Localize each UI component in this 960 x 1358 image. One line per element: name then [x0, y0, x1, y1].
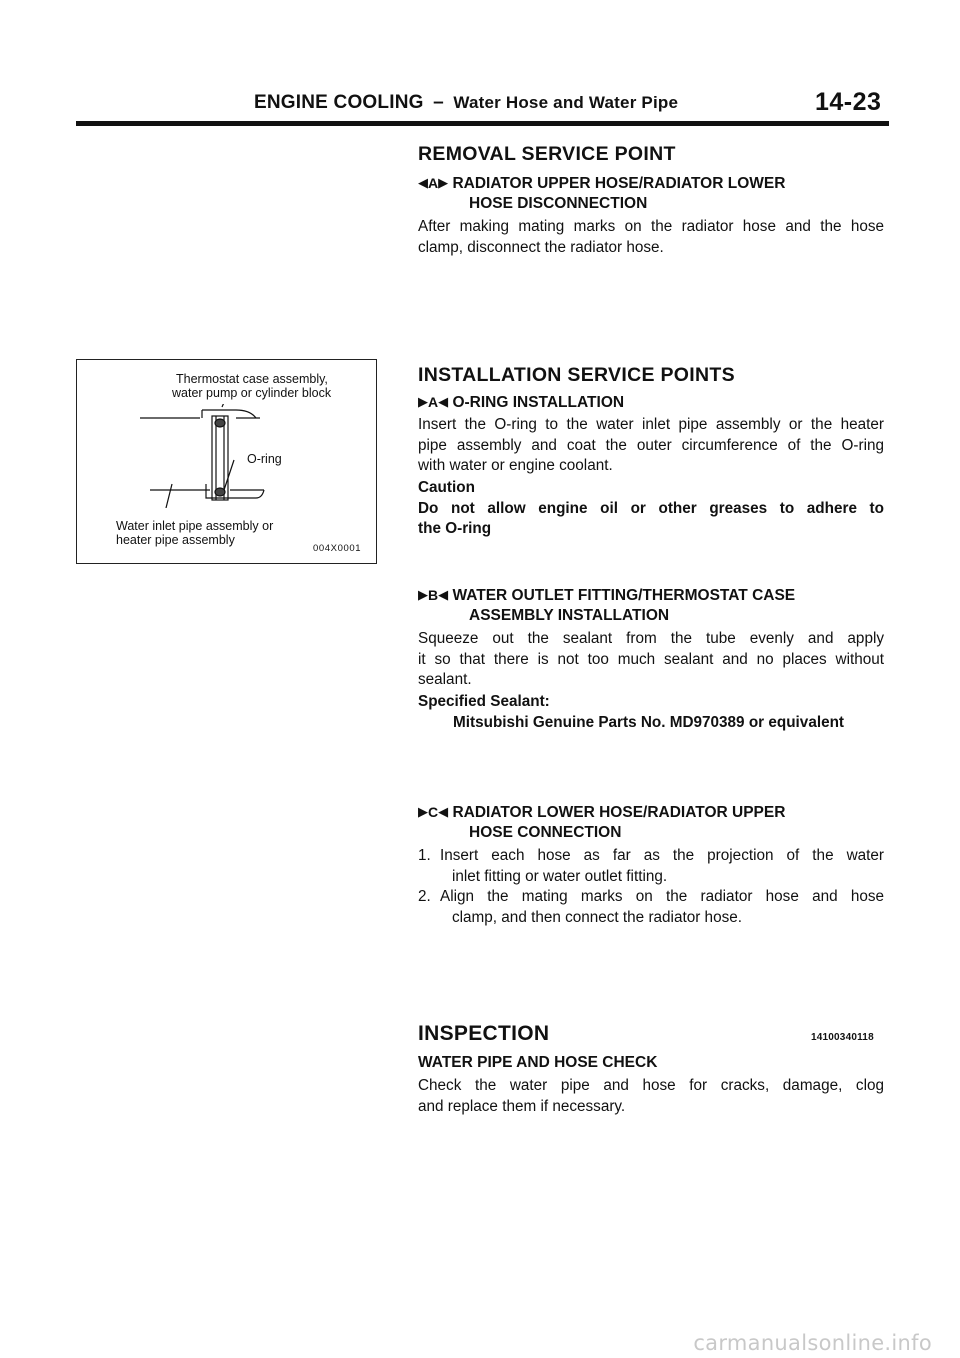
figure-label-bottom-line2: heater pipe assembly	[116, 533, 235, 547]
marker-left-triangle-icon: ◀	[438, 587, 449, 602]
marker-right-triangle-icon: ▶	[438, 175, 449, 190]
installation-b-line3: sealant.	[418, 671, 472, 688]
removal-item-title-line1: RADIATOR UPPER HOSE/RADIATOR LOWER	[452, 175, 786, 192]
installation-b-sealant-spec	[418, 692, 884, 733]
installation-c-title-line2: HOSE CONNECTION	[469, 824, 622, 841]
installation-a-line3: with water or engine coolant.	[418, 457, 613, 474]
removal-text	[418, 217, 884, 258]
figure-code: 004X0001	[313, 543, 362, 554]
installation-b-title-line2: ASSEMBLY INSTALLATION	[469, 607, 670, 624]
marker-right-triangle-icon: ▶	[418, 804, 428, 819]
installation-c-title-line1: RADIATOR LOWER HOSE/RADIATOR UPPER	[452, 804, 786, 821]
step-2-line2: clamp, and then connect the radiator hose.	[452, 908, 742, 926]
marker-left-triangle-icon: ◀	[438, 394, 449, 409]
figure-label-top-line2: water pump or cylinder block	[172, 386, 332, 400]
installation-c-heading	[418, 802, 888, 843]
removal-item-heading	[418, 173, 888, 214]
figure-label-oring: O-ring	[247, 452, 282, 466]
removal-item-title-line2: HOSE DISCONNECTION	[469, 195, 648, 212]
inspection-line2: and replace them if necessary.	[418, 1097, 626, 1115]
header-rule	[76, 121, 889, 126]
installation-a-marker: A	[428, 394, 439, 410]
step-1-number: 1.	[418, 847, 431, 864]
figure-label-top	[172, 372, 331, 400]
installation-b-title-line1: WATER OUTLET FITTING/THERMOSTAT CASE	[452, 587, 796, 604]
caution-label: Caution	[418, 479, 475, 496]
installation-b-heading	[418, 585, 888, 626]
marker-right-triangle-icon: ▶	[418, 394, 428, 409]
installation-b-line1: Squeeze out the sealant from the tube evenly and apply	[418, 630, 884, 647]
marker-left-triangle-icon: ◀	[418, 175, 428, 190]
installation-c-marker: C	[428, 804, 439, 820]
inspection-subtitle: WATER PIPE AND HOSE CHECK	[418, 1054, 658, 1071]
removal-text-line2: clamp, disconnect the radiator hose.	[418, 238, 664, 256]
inspection-title: INSPECTION	[418, 1022, 550, 1045]
step-2	[418, 887, 884, 928]
figure-label-top-line1: Thermostat case assembly,	[176, 372, 328, 386]
sealant-spec-value: Mitsubishi Genuine Parts No. MD970389 or equivalent	[453, 713, 845, 731]
installation-a-text	[418, 415, 884, 477]
header-section-title: ENGINE COOLING	[254, 92, 424, 113]
removal-item-marker: A	[428, 175, 439, 191]
marker-left-triangle-icon: ◀	[438, 804, 449, 819]
sealant-spec-label: Specified Sealant:	[418, 693, 550, 710]
caution-line2: the O-ring	[418, 520, 492, 537]
figure-label-bottom	[116, 519, 273, 547]
installation-a-heading	[418, 392, 624, 413]
inspection-text	[418, 1076, 884, 1117]
page-number: 14-23	[815, 88, 882, 116]
removal-text-line1: After making mating marks on the radiator hose and the hose	[418, 218, 884, 235]
installation-a-title: O-RING INSTALLATION	[452, 394, 625, 411]
installation-a-line2: pipe assembly and coat the outer circumference of the O-ring	[418, 436, 884, 454]
installation-a-line1: Insert the O-ring to the water inlet pipe assembly or the heater	[418, 416, 884, 433]
installation-b-text	[418, 629, 884, 691]
installation-b-marker: B	[428, 587, 439, 603]
inspection-code: 14100340118	[811, 1032, 874, 1043]
watermark: carmanualsonline.info	[693, 1331, 932, 1355]
header-separator: –	[433, 92, 444, 113]
marker-right-triangle-icon: ▶	[418, 587, 428, 602]
header-section	[254, 92, 678, 114]
installation-a-caution	[418, 478, 884, 540]
step-2-number: 2.	[418, 888, 431, 905]
header-subsection-title: Water Hose and Water Pipe	[453, 93, 679, 112]
inspection-line1: Check the water pipe and hose for cracks, damage, clog	[418, 1077, 884, 1094]
step-1-line2: inlet fitting or water outlet fitting.	[452, 867, 668, 885]
step-2-line1: Align the mating marks on the radiator hose and hose	[440, 888, 884, 905]
figure-label-bottom-line1: Water inlet pipe assembly or	[116, 519, 274, 533]
step-1	[418, 846, 884, 887]
installation-title: INSTALLATION SERVICE POINTS	[418, 364, 735, 386]
removal-title: REMOVAL SERVICE POINT	[418, 143, 676, 165]
installation-c-steps	[418, 846, 884, 928]
installation-b-line2: it so that there is not too much sealant and no places without	[418, 650, 884, 668]
caution-line1: Do not allow engine oil or other greases to adhere to	[418, 499, 884, 517]
step-1-line1: Insert each hose as far as the projection of the water	[440, 847, 884, 864]
